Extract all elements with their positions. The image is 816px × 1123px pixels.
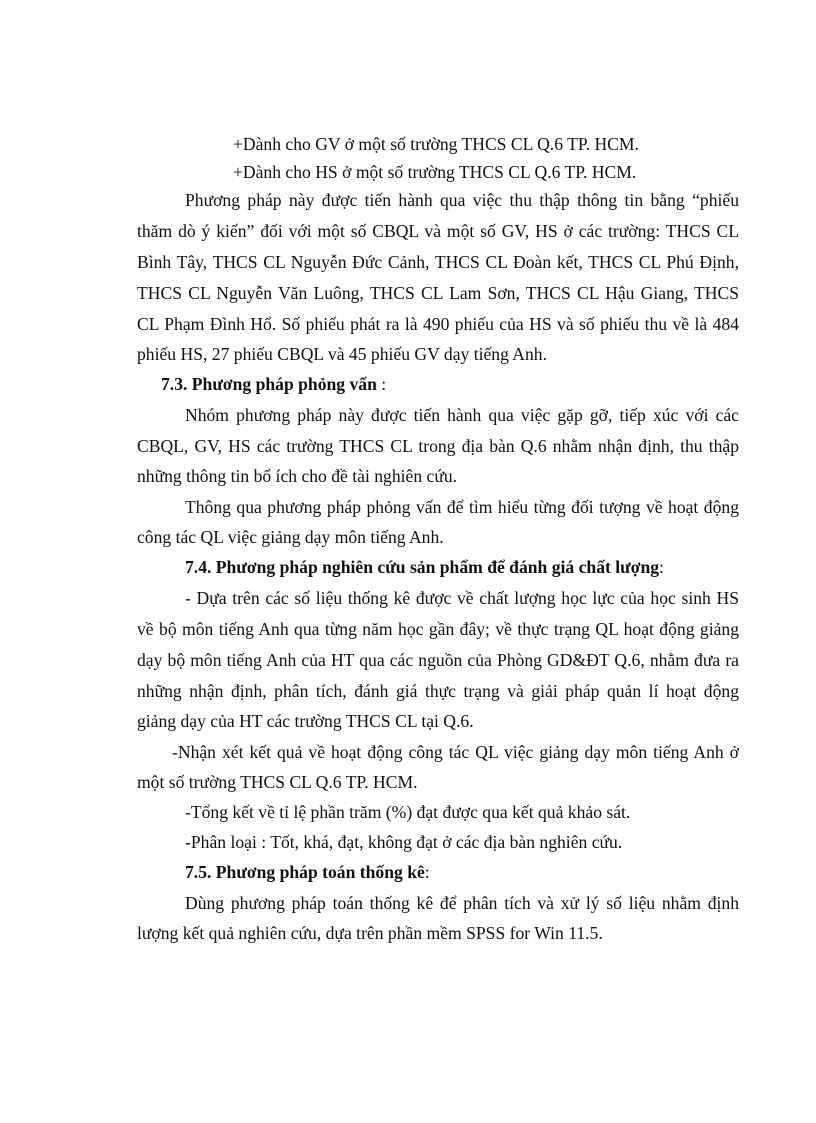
- paragraph-line: Phương pháp này được tiến hành qua việc thu thập thông tin bằng “phiếu: [185, 190, 739, 210]
- paragraph-line: công tác QL việc giảng dạy môn tiếng Anh.: [137, 527, 444, 547]
- section-heading-7-3: [161, 373, 386, 395]
- list-item-hs: +Dành cho HS ở một số trường THCS CL Q.6 TP. HCM.: [233, 162, 637, 182]
- paragraph-line: CBQL, GV, HS các trường THCS CL trong địa bàn Q.6 nhằm nhận định, thu thập: [137, 436, 739, 456]
- paragraph-line: những thông tin bổ ích cho đề tài nghiên cứu.: [137, 466, 458, 486]
- paragraph-line: THCS CL Nguyễn Văn Luông, THCS CL Lam Sơn, THCS CL Hậu Giang, THCS: [137, 283, 739, 303]
- paragraph-line: giảng dạy của HT các trường THCS CL tại Q.6.: [137, 711, 474, 731]
- section-heading-7-4: [185, 556, 664, 578]
- heading-suffix: :: [376, 374, 387, 394]
- paragraph-line: CL Phạm Đình Hổ. Số phiếu phát ra là 490 phiếu của HS và số phiếu thu về là 484: [137, 314, 739, 334]
- paragraph-line: Dùng phương pháp toán thống kê để phân tích và xử lý số liệu nhằm định: [185, 893, 739, 913]
- heading-text: 7.5. Phương pháp toán thống kê: [185, 862, 425, 882]
- heading-suffix: :: [659, 557, 664, 577]
- paragraph-line: một số trường THCS CL Q.6 TP. HCM.: [137, 772, 418, 792]
- heading-text: 7.4. Phương pháp nghiên cứu sản phẩm để đánh giá chất lượng: [185, 557, 660, 577]
- paragraph-line: thăm dò ý kiến” đối với một số CBQL và một số GV, HS ở các trường: THCS CL: [137, 221, 739, 241]
- heading-suffix: :: [424, 862, 430, 882]
- paragraph-line: những nhận định, phân tích, đánh giá thực trạng và giải pháp quản lí hoạt động: [137, 681, 739, 701]
- paragraph-line: Bình Tây, THCS CL Nguyễn Đức Cảnh, THCS CL Đoàn kết, THCS CL Phú Định,: [137, 252, 739, 272]
- list-item-gv: +Dành cho GV ở một số trường THCS CL Q.6 TP. HCM.: [233, 134, 639, 154]
- paragraph-line: - Dựa trên các số liệu thống kê được về chất lượng học lực của học sinh HS: [185, 588, 739, 608]
- section-heading-7-5: [185, 861, 430, 883]
- summary-line: -Tổng kết về tỉ lệ phần trăm (%) đạt được qua kết quả khảo sát.: [185, 802, 631, 822]
- heading-text: 7.3. Phương pháp phỏng vấn: [161, 374, 377, 394]
- paragraph-line: phiếu HS, 27 phiếu CBQL và 45 phiếu GV dạy tiếng Anh.: [137, 344, 547, 364]
- paragraph-line: dạy bộ môn tiếng Anh của HT qua các nguồn của Phòng GD&ĐT Q.6, nhằm đưa ra: [137, 650, 739, 670]
- paragraph-line: Nhóm phương pháp này được tiến hành qua việc gặp gỡ, tiếp xúc với các: [185, 405, 739, 425]
- classify-line: -Phân loại : Tốt, khá, đạt, không đạt ở các địa bàn nghiên cứu.: [185, 832, 623, 852]
- paragraph-line: về bộ môn tiếng Anh qua từng năm học gần đây; về thực trạng QL hoạt động giảng: [137, 619, 739, 639]
- paragraph-line: -Nhận xét kết quả về hoạt động công tác QL việc giảng dạy môn tiếng Anh ở: [172, 742, 739, 762]
- paragraph-line: lượng kết quả nghiên cứu, dựa trên phần mềm SPSS for Win 11.5.: [137, 923, 603, 943]
- paragraph-line: Thông qua phương pháp phỏng vấn để tìm hiểu từng đối tượng về hoạt động: [185, 497, 739, 517]
